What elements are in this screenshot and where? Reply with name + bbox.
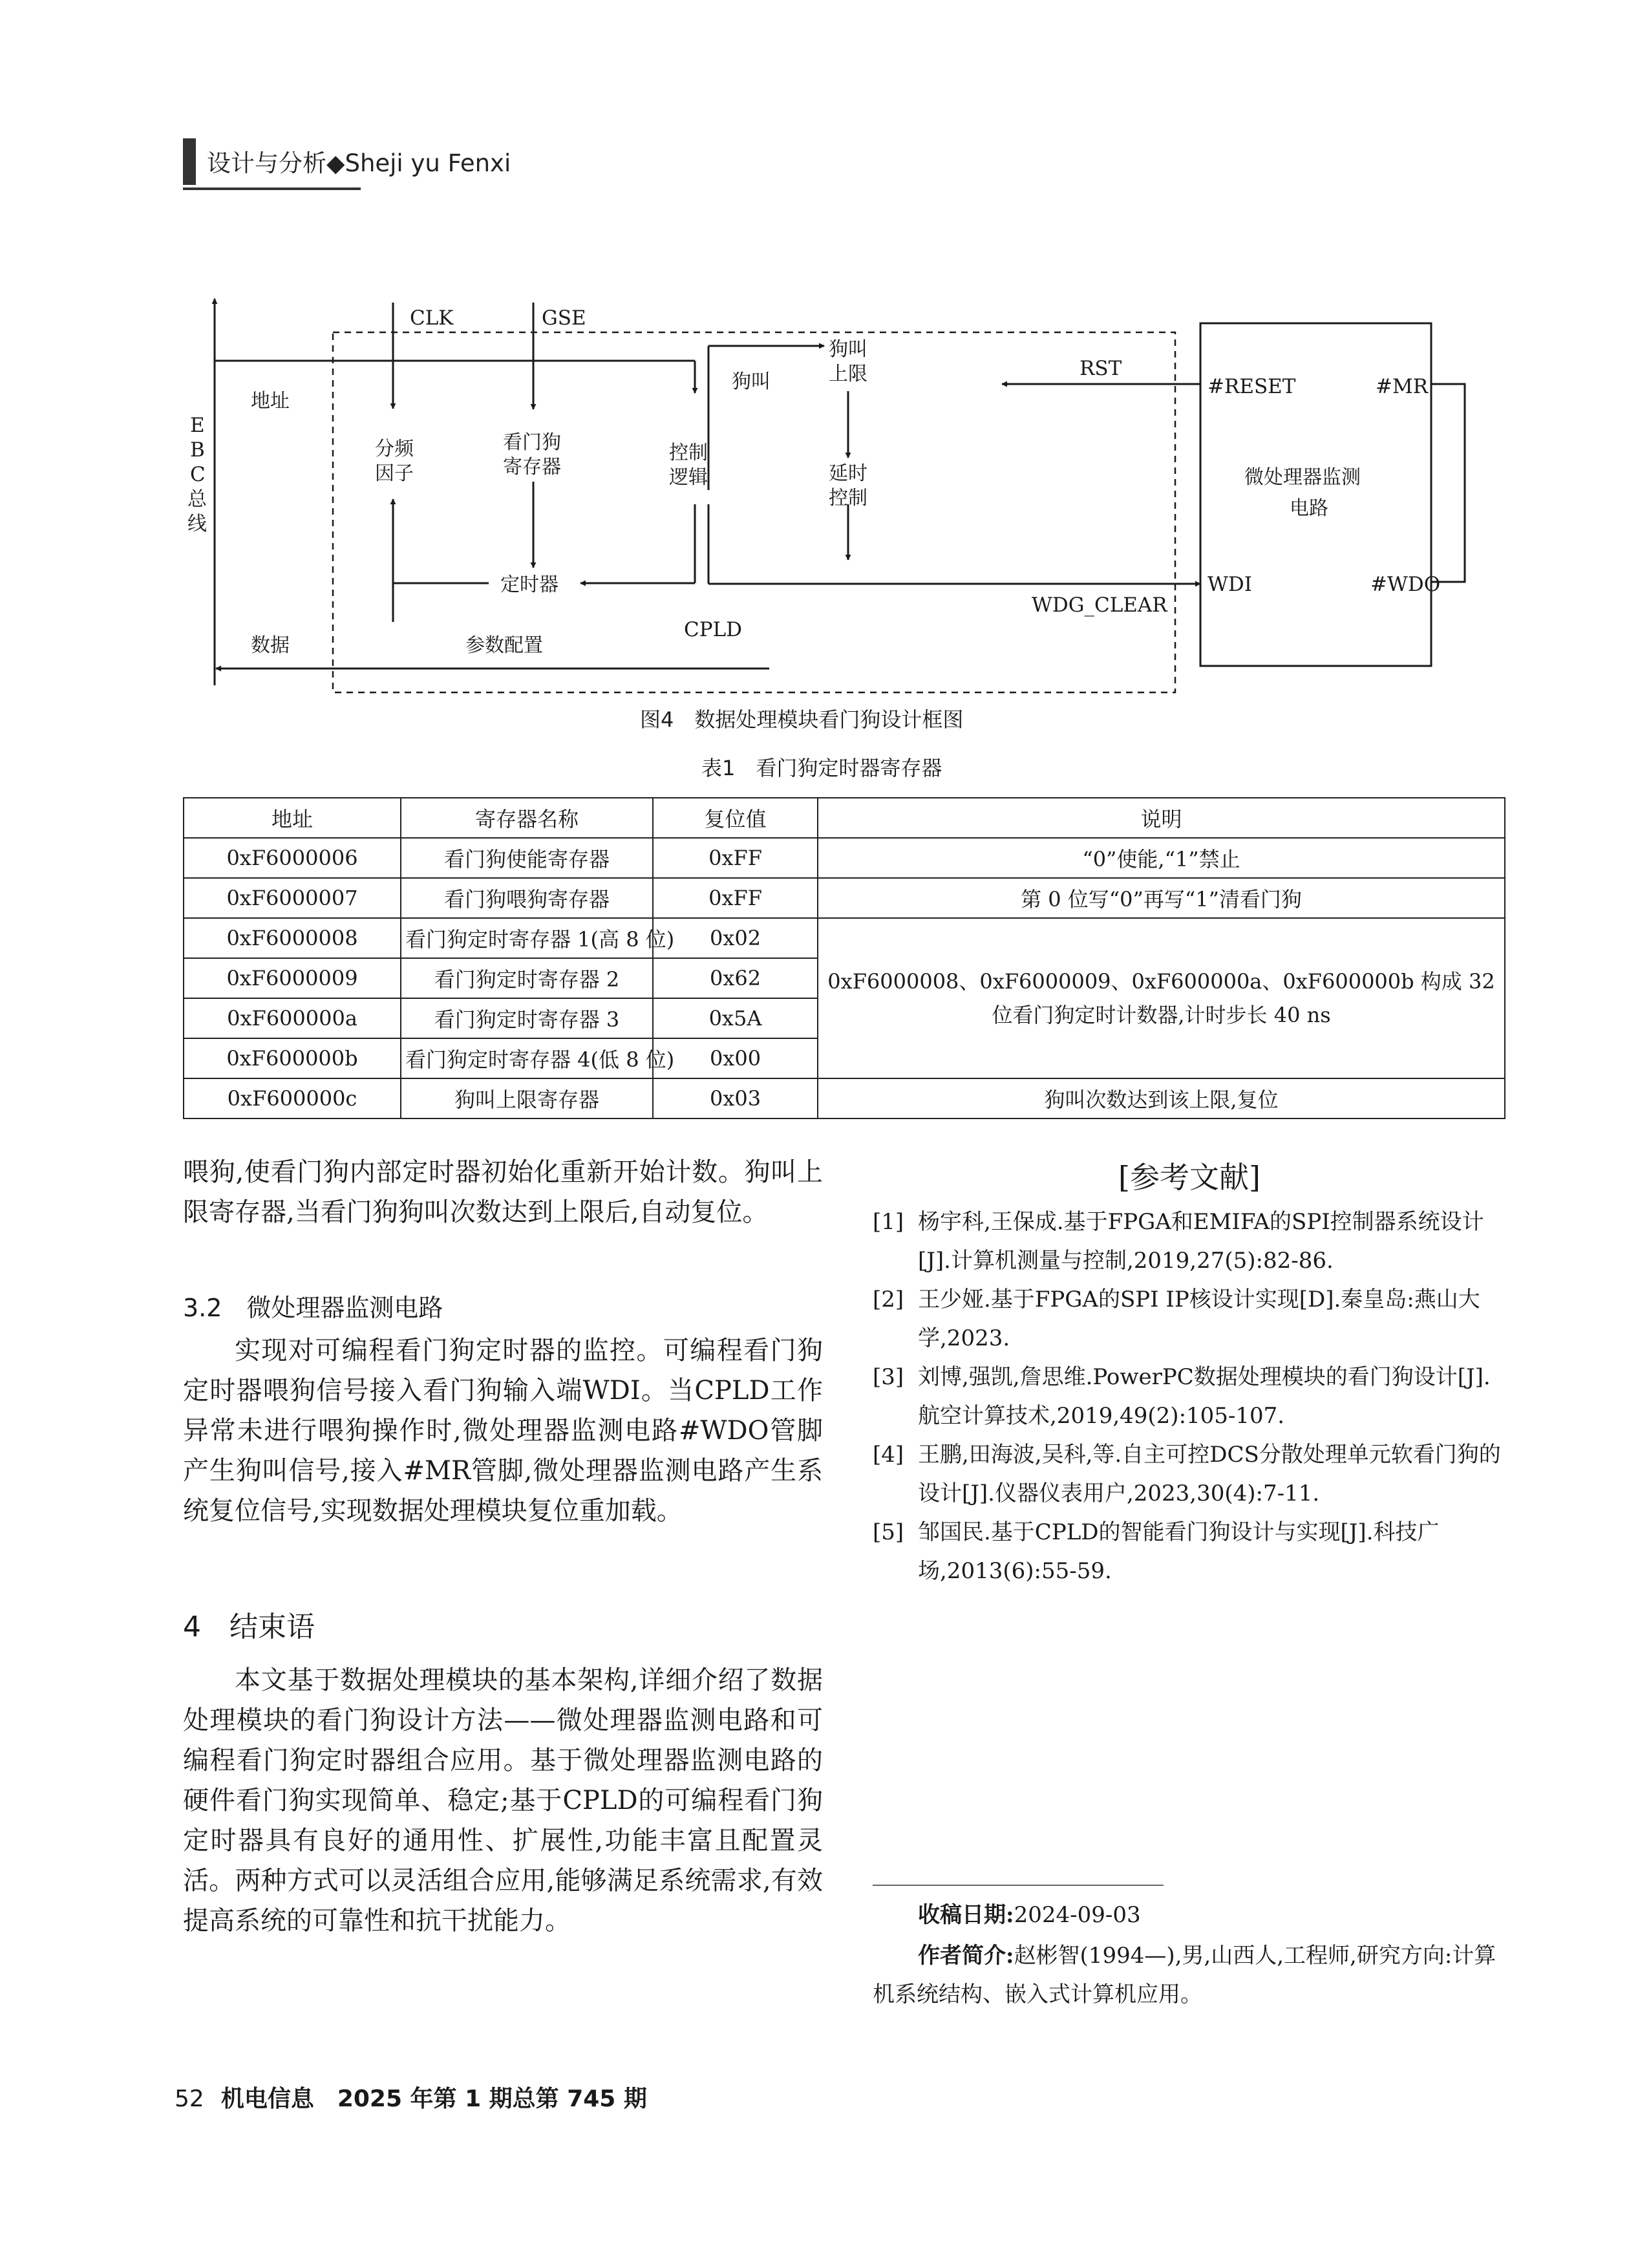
label-ctrl-1: 控制: [669, 442, 708, 464]
ref-num: [5]: [873, 1519, 904, 1545]
ref-num: [4]: [873, 1442, 904, 1468]
cell: 0xF6000007: [184, 878, 401, 918]
paragraph-text: 本文基于数据处理模块的基本架构,详细介绍了数据处理模块的看门狗设计方法——微处理器监测电路和可编程看门狗定时器组合应用。基于微处理器监测电路的硬件看门狗实现简单、稳定;基于CPLD的可编程看门狗定时器具有良好的通用性、扩展性,功能丰富且配置灵活。两种方式可以灵活组合应用,能够满足系统需求,有效提高系统的可靠性和抗干扰能力。: [183, 1665, 823, 1936]
section-3-2-body: [183, 1331, 823, 1531]
references-title: [参考文献]: [1118, 1160, 1261, 1195]
cell: 看门狗定时寄存器 3: [401, 998, 653, 1038]
reference-item: [873, 1358, 1506, 1435]
cell: 狗叫上限寄存器: [401, 1078, 653, 1118]
header-bar: [183, 138, 196, 185]
label-bark: 狗叫: [732, 370, 771, 393]
ref-num: [2]: [873, 1287, 904, 1312]
label-gse: GSE: [542, 306, 586, 330]
cell: 0xF600000b: [184, 1038, 401, 1078]
cell: 0x62: [653, 958, 818, 998]
cell: 看门狗使能寄存器: [401, 838, 653, 878]
label-wdo-pin: #WDO: [1370, 573, 1441, 596]
label-delay-2: 控制: [829, 487, 867, 509]
label-data: 数据: [251, 634, 290, 657]
author-value: 赵彬智(1994—),男,山西人,工程师,研究方向:计算机系统结构、嵌入式计算机应用。: [873, 1943, 1496, 2007]
cell: 0xFF: [653, 838, 818, 878]
cell: 0xF6000006: [184, 838, 401, 878]
table-row: [184, 838, 1505, 878]
ref-text: 杨宇科,王保成.基于FPGA和EMIFA的SPI控制器系统设计[J].计算机测量与控制,2019,27(5):82-86.: [918, 1209, 1484, 1274]
paragraph-continued: [183, 1152, 823, 1232]
cell: 0xF600000c: [184, 1078, 401, 1118]
label-delay-1: 延时: [829, 462, 867, 485]
ref-text: 王少娅.基于FPGA的SPI IP核设计实现[D].秦皇岛:燕山大学,2023.: [918, 1287, 1480, 1351]
cell: 看门狗喂狗寄存器: [401, 878, 653, 918]
th-reset-val: 复位值: [653, 798, 818, 838]
label-wdg-clear: WDG_CLEAR: [1032, 594, 1167, 617]
footnote-rule: [873, 1885, 1164, 1886]
page-number: 52: [175, 2086, 204, 2112]
table-caption: 表1 看门狗定时器寄存器: [701, 756, 942, 780]
label-monitor-1: 微处理器监测: [1244, 466, 1361, 489]
label-ebc-2: B: [190, 438, 205, 462]
label-rst: RST: [1080, 357, 1122, 380]
cell: 0x00: [653, 1038, 818, 1078]
table-row: [184, 1078, 1505, 1118]
label-param: 参数配置: [465, 634, 543, 657]
label-mr-pin: #MR: [1376, 375, 1429, 398]
label-ctrl-2: 逻辑: [669, 466, 708, 489]
label-address: 地址: [251, 390, 290, 412]
reference-item: [873, 1513, 1506, 1590]
ref-text: 邹国民.基于CPLD的智能看门狗设计与实现[J].科技广场,2013(6):55-59.: [918, 1519, 1440, 1584]
cell: 0x03: [653, 1078, 818, 1118]
ref-num: [1]: [873, 1209, 904, 1235]
reference-item: [873, 1435, 1506, 1513]
figure-caption: 图4 数据处理模块看门狗设计框图: [640, 707, 964, 732]
table-row: [184, 918, 1505, 958]
register-table: [183, 797, 1505, 1119]
paragraph-text: 实现对可编程看门狗定时器的监控。可编程看门狗定时器喂狗信号接入看门狗输入端WDI。当CPLD工作异常未进行喂狗操作时,微处理器监测电路#WDO管脚产生狗叫信号,接入#MR管脚,微处理器监测电路产生系统复位信号,实现数据处理模块复位重加载。: [183, 1336, 823, 1526]
ref-text: 王鹏,田海波,吴科,等.自主可控DCS分散处理单元软看门狗的设计[J].仪器仪表用户,2023,30(4):7-11.: [918, 1442, 1501, 1506]
section-4-body: [183, 1660, 823, 1941]
received-label: 收稿日期:: [918, 1902, 1014, 1928]
references-list: [873, 1203, 1506, 1590]
cell: 0xF600000a: [184, 998, 401, 1038]
label-wd-reg-2: 寄存器: [503, 456, 561, 478]
label-bark-limit-2: 上限: [829, 363, 867, 385]
author-bio: [873, 1936, 1506, 2014]
cell: 看门狗定时寄存器 4(低 8 位): [401, 1038, 653, 1078]
ref-text: 刘博,强凯,詹思维.PowerPC数据处理模块的看门狗设计[J].航空计算技术,2019,49(2):105-107.: [918, 1364, 1491, 1429]
section-4-title: 4 结束语: [183, 1610, 315, 1643]
paragraph-text: 喂狗,使看门狗内部定时器初始化重新开始计数。狗叫上限寄存器,当看门狗狗叫次数达到上限后,自动复位。: [183, 1157, 823, 1227]
table-header-row: [184, 798, 1505, 838]
label-ebc-5: 线: [187, 513, 207, 535]
label-wd-reg-1: 看门狗: [503, 431, 561, 454]
label-wdi-pin: WDI: [1207, 573, 1252, 596]
label-ebc-3: C: [190, 463, 206, 486]
journal-info: 机电信息 2025 年第 1 期总第 745 期: [220, 2086, 647, 2112]
running-header: 设计与分析◆Sheji yu Fenxi: [207, 149, 511, 177]
cell: 看门狗定时寄存器 1(高 8 位): [401, 918, 653, 958]
cell: 看门狗定时寄存器 2: [401, 958, 653, 998]
section-3-2-title: 3.2 微处理器监测电路: [183, 1294, 443, 1322]
author-label: 作者简介:: [918, 1943, 1014, 1969]
label-timer: 定时器: [500, 573, 559, 596]
reference-item: [873, 1280, 1506, 1358]
ref-num: [3]: [873, 1364, 904, 1390]
received-date: [873, 1896, 1506, 1934]
received-value: 2024-09-03: [1014, 1902, 1141, 1928]
label-ebc-4: 总: [187, 488, 207, 511]
header-rule: [183, 187, 361, 190]
cell: 0xF6000009: [184, 958, 401, 998]
merged-note-cell: 0xF6000008、0xF6000009、0xF600000a、0xF600000b 构成 32 位看门狗定时计数器,计时步长 40 ns: [818, 918, 1505, 1078]
cell: 0xFF: [653, 878, 818, 918]
table-row: [184, 878, 1505, 918]
label-cpld: CPLD: [684, 618, 743, 641]
label-bark-limit-1: 狗叫: [829, 338, 867, 361]
cell: 0x02: [653, 918, 818, 958]
cell: 狗叫次数达到该上限,复位: [818, 1078, 1505, 1118]
cell: 第 0 位写“0”再写“1”清看门狗: [818, 878, 1505, 918]
th-reg-name: 寄存器名称: [401, 798, 653, 838]
cell: “0”使能,“1”禁止: [818, 838, 1505, 878]
reference-item: [873, 1203, 1506, 1280]
watchdog-block-diagram: [175, 284, 1487, 705]
label-reset-pin: #RESET: [1207, 375, 1296, 398]
label-freq-div-2: 因子: [375, 462, 414, 485]
cell: 0xF6000008: [184, 918, 401, 958]
th-address: 地址: [184, 798, 401, 838]
page-footer: [175, 2081, 647, 2113]
label-freq-div-1: 分频: [375, 438, 414, 460]
label-ebc-1: E: [190, 414, 205, 437]
label-clk: CLK: [410, 306, 454, 330]
th-desc: 说明: [818, 798, 1505, 838]
label-monitor-2: 电路: [1290, 497, 1328, 520]
cell: 0x5A: [653, 998, 818, 1038]
